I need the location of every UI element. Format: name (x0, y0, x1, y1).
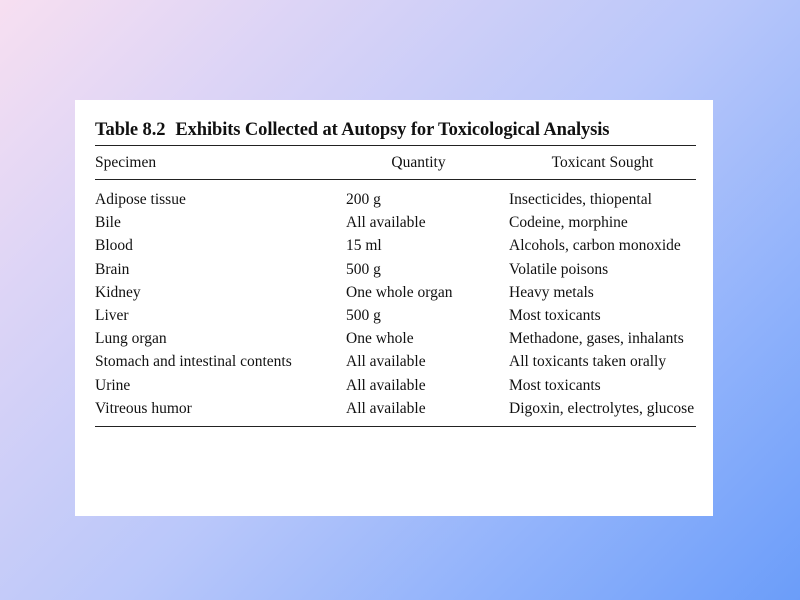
table-row (95, 258, 696, 281)
toxicology-table (95, 145, 696, 427)
header-specimen: Specimen (95, 146, 346, 180)
header-toxicant: Toxicant Sought (509, 146, 696, 180)
table-row (95, 180, 696, 212)
cell-quantity: One whole (346, 330, 414, 348)
cell-specimen: Kidney (95, 283, 141, 301)
cell-quantity: 500 g (346, 306, 381, 324)
cell-specimen: Liver (95, 306, 129, 324)
cell-quantity: All available (346, 397, 509, 427)
cell-quantity: All available (346, 376, 426, 394)
cell-toxicant: All toxicants taken orally (509, 353, 667, 371)
cell-specimen: Urine (95, 376, 131, 394)
cell-toxicant: Methadone, gases, inhalants (509, 330, 684, 348)
cell-specimen: Lung organ (95, 330, 167, 348)
cell-specimen: Bile (95, 214, 121, 232)
cell-toxicant: Insecticides, thiopental (509, 191, 652, 208)
cell-toxicant: Codeine, morphine (509, 214, 628, 232)
cell-specimen: Vitreous humor (95, 397, 346, 427)
cell-quantity: 200 g (346, 191, 381, 208)
header-quantity: Quantity (346, 146, 509, 180)
table-caption (95, 118, 696, 145)
cell-specimen: Stomach and intestinal contents (95, 353, 292, 371)
table-title: Exhibits Collected at Autopsy for Toxicological Analysis (175, 120, 610, 140)
table-row (95, 211, 696, 234)
cell-toxicant: Most toxicants (509, 376, 601, 394)
cell-toxicant: Most toxicants (509, 306, 601, 324)
cell-toxicant: Volatile poisons (509, 260, 609, 278)
cell-quantity: All available (346, 214, 426, 232)
cell-quantity: All available (346, 353, 426, 371)
cell-quantity: One whole organ (346, 283, 453, 301)
table-number: Table 8.2 (95, 120, 166, 140)
cell-specimen: Brain (95, 260, 130, 278)
table-row (95, 374, 696, 397)
cell-toxicant: Heavy metals (509, 283, 594, 301)
cell-toxicant: Digoxin, electrolytes, glucose (509, 397, 696, 427)
cell-specimen: Adipose tissue (95, 191, 186, 208)
table-row (95, 304, 696, 327)
table-row (95, 350, 696, 373)
table-row (95, 397, 696, 427)
table-row (95, 234, 696, 257)
cell-quantity: 500 g (346, 260, 381, 278)
table-row (95, 327, 696, 350)
header-row (95, 146, 696, 180)
table-row (95, 281, 696, 304)
cell-toxicant: Alcohols, carbon monoxide (509, 237, 681, 255)
table-card (75, 100, 713, 516)
cell-quantity: 15 ml (346, 237, 382, 255)
cell-specimen: Blood (95, 237, 133, 255)
table-container (95, 118, 696, 427)
